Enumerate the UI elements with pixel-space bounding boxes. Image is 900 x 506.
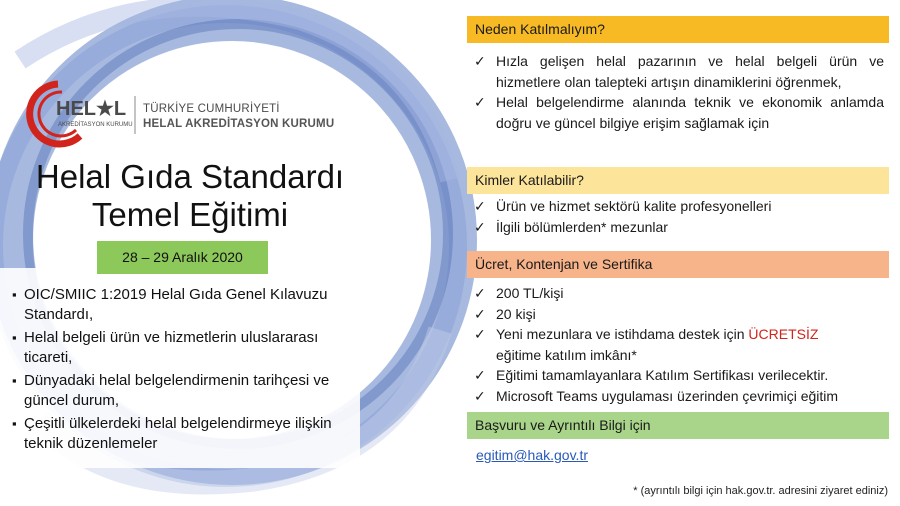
topic-item: ▪ Çeşitli ülkelerdeki helal belgelendirmeye ilişkin teknik düzenlemeler <box>12 414 357 454</box>
free-item <box>474 324 884 365</box>
who-header: Kimler Katılabilir? <box>467 167 889 194</box>
who-item <box>474 217 884 238</box>
online-item <box>474 386 884 407</box>
logo-mark-sub: AKREDİTASYON KURUMU <box>58 122 133 128</box>
online-text: Microsoft Teams uygulaması üzerinden çevrimiçi eğitim <box>496 387 839 404</box>
org-line-2: HELAL AKREDİTASYON KURUMU <box>143 118 335 130</box>
check-icon: ✓ <box>474 326 486 342</box>
org-line-1: TÜRKİYE CUMHURİYETİ <box>143 103 280 115</box>
check-icon: ✓ <box>474 53 486 69</box>
why-item-text: Helal belgelendirme alanında teknik ve ekonomik anlamda doğru ve güncel bilgiye erişim sağlamak için <box>496 94 884 131</box>
why-item-text: Hızla gelişen helal pazarının ve helal belgeli ürün ve hizmetlere olan talepteki artışın dinamiklerini öğrenmek, <box>496 53 884 90</box>
why-list <box>474 51 884 133</box>
title-line-1: Helal Gıda Standardı <box>35 158 345 195</box>
free-highlight: ÜCRETSİZ <box>748 326 819 342</box>
page-title <box>20 158 360 234</box>
who-list <box>474 196 884 237</box>
fee-item <box>474 283 884 304</box>
free-text-pre: Yeni mezunlara ve istihdama destek için <box>496 326 749 342</box>
title-line-2: Temel Eğitimi <box>91 196 289 233</box>
why-header: Neden Katılmalıyım? <box>467 16 889 43</box>
quota-text: 20 kişi <box>496 305 536 322</box>
who-item <box>474 196 884 217</box>
fee-header: Ücret, Kontenjan ve Sertifika <box>467 251 889 278</box>
check-icon: ✓ <box>474 367 486 383</box>
check-icon: ✓ <box>474 198 486 214</box>
check-icon: ✓ <box>474 285 486 301</box>
why-item <box>474 92 884 133</box>
check-icon: ✓ <box>474 387 486 404</box>
who-item-text: İlgili bölümlerden* mezunlar <box>496 218 668 235</box>
check-icon: ✓ <box>474 218 486 235</box>
footnote: * (ayrıntılı bilgi için hak.gov.tr. adresini ziyaret ediniz) <box>633 485 888 497</box>
why-item <box>474 51 884 92</box>
topic-item: ▪ OIC/SMIIC 1:2019 Helal Gıda Genel Kılavuzu Standardı, <box>12 285 357 325</box>
who-item-text: Ürün ve hizmet sektörü kalite profesyonelleri <box>496 198 772 214</box>
check-icon: ✓ <box>474 94 486 110</box>
fee-text: 200 TL/kişi <box>496 285 564 301</box>
quota-item <box>474 304 884 325</box>
email-link[interactable]: egitim@hak.gov.tr <box>476 447 588 463</box>
apply-header: Başvuru ve Ayrıntılı Bilgi için <box>467 412 889 439</box>
free-text-post: eğitime katılım imkânı* <box>496 346 637 363</box>
topic-item: ▪ Dünyadaki helal belgelendirmenin tarihçesi ve güncel durum, <box>12 371 357 411</box>
certificate-item <box>474 365 884 386</box>
topic-item: ▪ Helal belgeli ürün ve hizmetlerin uluslararası ticareti, <box>12 328 357 368</box>
check-icon: ✓ <box>474 305 486 322</box>
logo-mark: HEL★L <box>56 98 127 120</box>
fee-list <box>474 283 884 406</box>
topics-list <box>12 285 357 457</box>
certificate-text: Eğitimi tamamlayanlara Katılım Sertifikası verilecektir. <box>496 367 829 383</box>
date-badge: 28 – 29 Aralık 2020 <box>97 241 268 274</box>
